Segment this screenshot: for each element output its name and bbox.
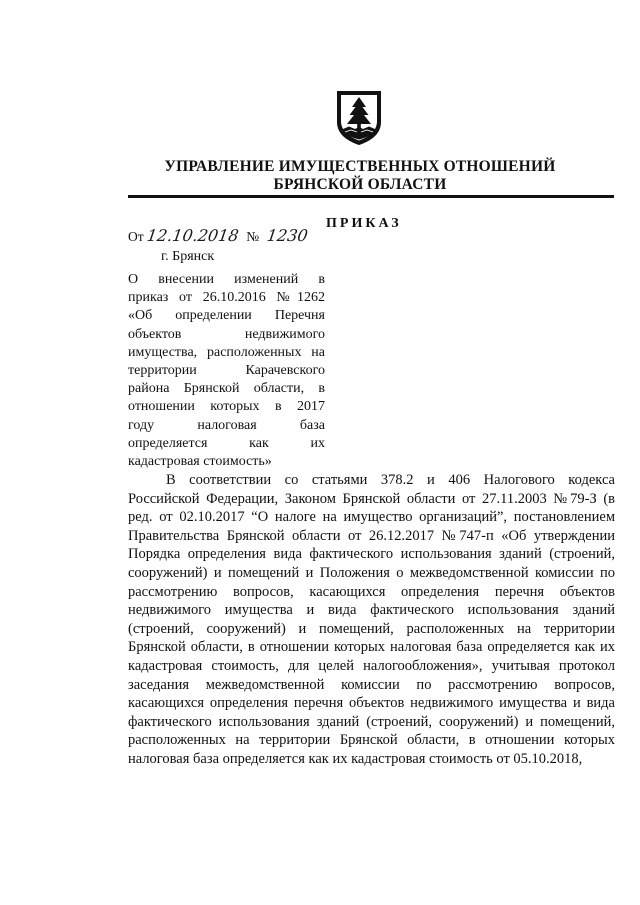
body-line: Правительства Брянской области от 26.12.2017 №747-п «Об утверждении xyxy=(128,527,615,544)
header-rule xyxy=(128,195,614,198)
body-line: ред. от 02.10.2017 “О налоге на имущество организаций”, постановлением xyxy=(128,509,615,526)
subject-line: объектов недвижимого xyxy=(128,326,325,342)
body-line: налоговая база определяется как их кадастровая стоимость от 05.10.2018, xyxy=(128,750,583,767)
subject-line: района Брянской области, в xyxy=(128,381,325,397)
body-line: Брянской области, в отношении которых налоговая база определяется как их xyxy=(128,639,615,656)
date-label: От xyxy=(128,229,144,244)
number-label: № xyxy=(246,229,260,244)
body-text xyxy=(128,471,615,769)
body-line: фактического использования зданий (строений, сооружений) и помещений, xyxy=(128,713,615,730)
document-type: ПРИКАЗ xyxy=(326,216,402,231)
body-line: сооружений) и помещений и Положения о межведомственной комиссии по xyxy=(128,564,615,581)
subject-line: О внесении изменений в xyxy=(128,272,325,287)
organization-title xyxy=(130,158,590,194)
organization-line-2: БРЯНСКОЙ ОБЛАСТИ xyxy=(273,176,447,193)
body-line: В соответствии со статьями 378.2 и 406 Налогового кодекса xyxy=(166,472,615,488)
handwritten-date: 12.10.2018 xyxy=(145,226,241,245)
body-line: касающихся определения перечня объектов недвижимого имущества и вида xyxy=(128,695,615,712)
subject-line: имущества, расположенных на xyxy=(128,344,325,360)
subject-line: году налоговая база xyxy=(128,417,325,433)
body-line: недвижимого имущества и вида фактического использования зданий xyxy=(128,602,615,619)
subject-line: кадастровая стоимость» xyxy=(128,454,272,470)
subject-line: территории Карачевского xyxy=(128,363,325,379)
subject-line: приказ от 26.10.2016 №1262 xyxy=(128,290,325,306)
body-line: (строений, сооружений) и помещений, расположенных на территории xyxy=(128,620,615,637)
handwritten-number: 1230 xyxy=(265,226,309,245)
subject-line: отношении которых в 2017 xyxy=(128,399,325,415)
body-line: кадастровая стоимость, для целей налогообложения», учитывая протокол xyxy=(128,657,615,674)
organization-line-1: УПРАВЛЕНИЕ ИМУЩЕСТВЕННЫХ ОТНОШЕНИЙ xyxy=(164,158,556,175)
body-line: Порядка определения вида фактического использования зданий (строений, xyxy=(128,546,615,563)
body-line: Российской Федерации, Законом Брянской области от 27.11.2003 №79-З (в xyxy=(128,490,615,507)
body-line: заседания межведомственной комиссии по рассмотрению вопросов, xyxy=(128,676,615,693)
body-line: рассмотрению вопросов, касающихся определения перечня объектов xyxy=(128,583,615,600)
coat-of-arms-icon xyxy=(334,88,384,146)
city: г. Брянск xyxy=(161,249,215,264)
subject-line: определяется как их xyxy=(128,435,325,451)
subject-block xyxy=(128,271,325,471)
subject-line: «Об определении Перечня xyxy=(128,308,325,324)
date-number-line xyxy=(128,226,307,246)
body-line: расположенных на территории Брянской области, в отношении которых xyxy=(128,732,615,749)
